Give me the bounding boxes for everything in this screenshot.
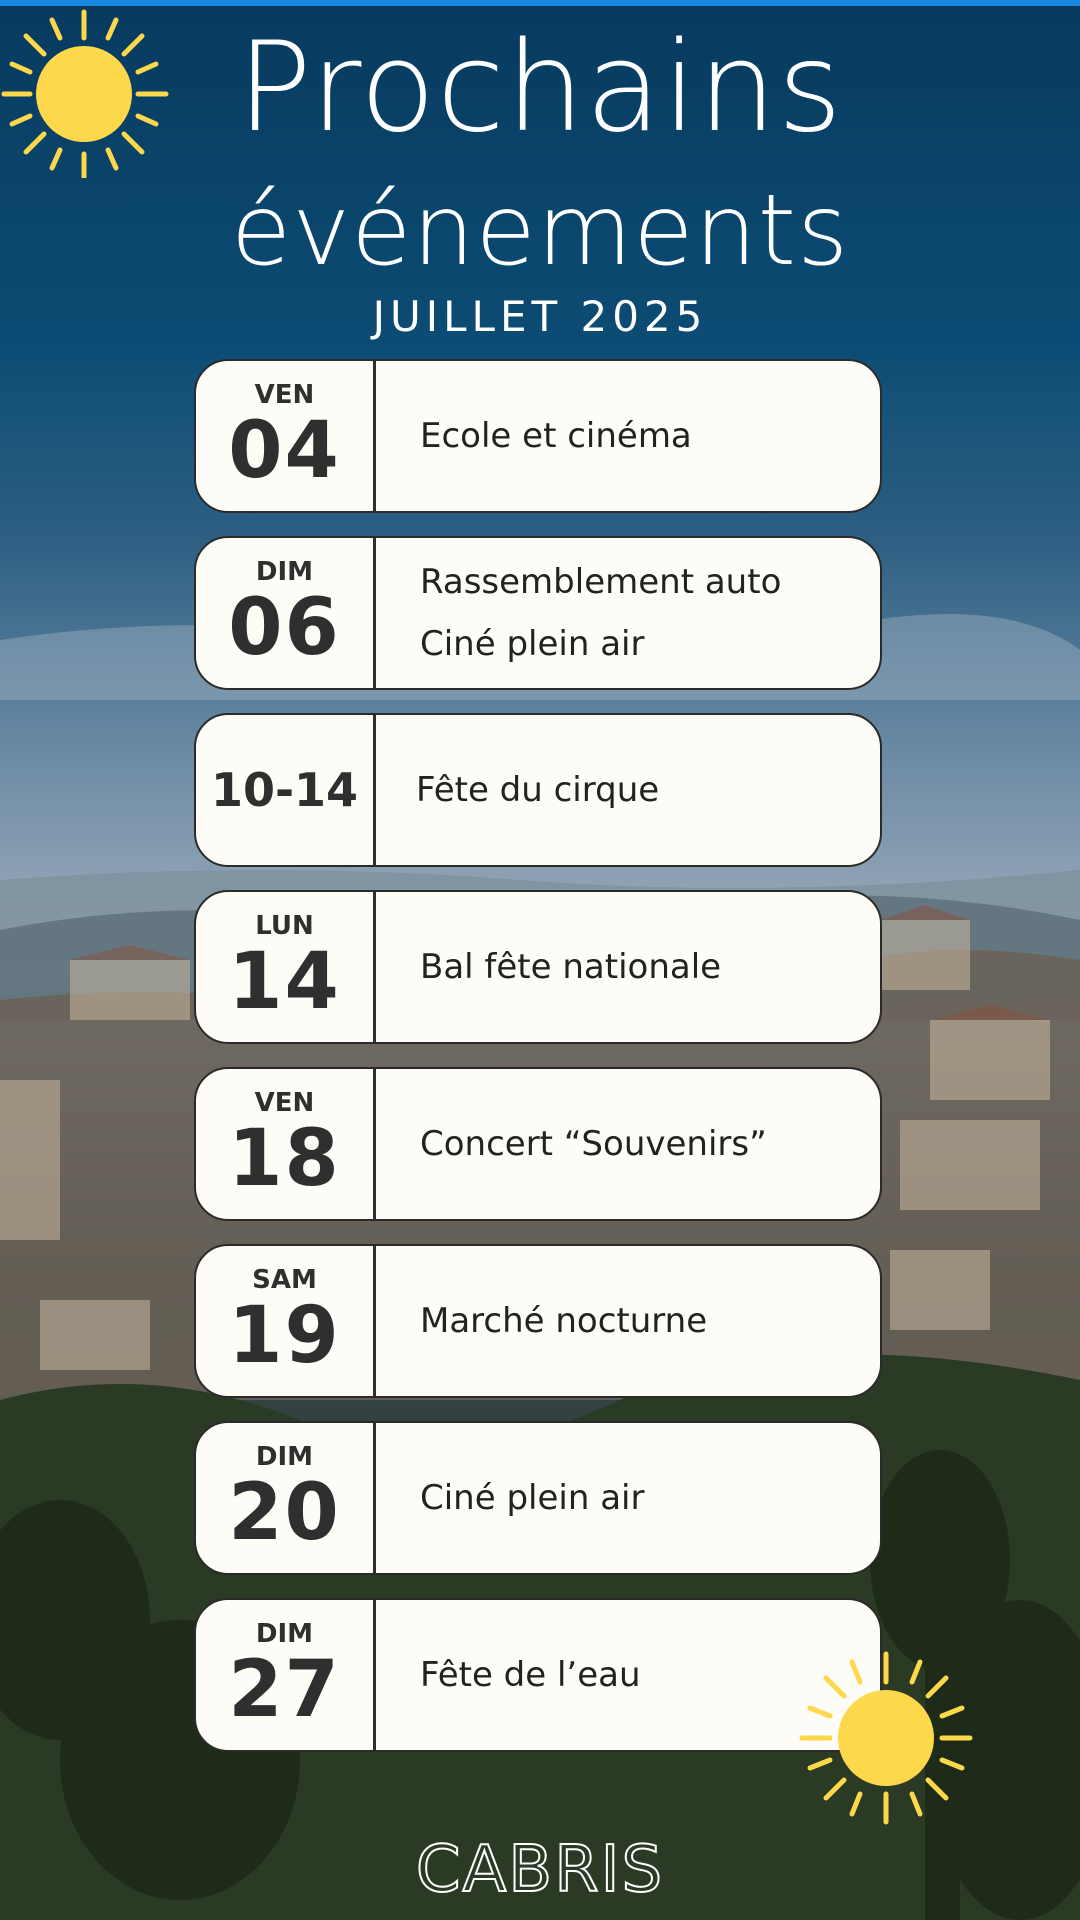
event-day: 06: [228, 583, 341, 673]
event-card[interactable]: [194, 713, 882, 867]
event-day-range: 10-14: [210, 763, 359, 817]
event-card[interactable]: [194, 1598, 882, 1752]
event-date: [196, 1600, 376, 1750]
top-accent-bar: [0, 0, 1080, 6]
page-title-line-1: Prochains: [236, 16, 844, 160]
events-list: [194, 359, 884, 1775]
event-weekday: DIM: [255, 1442, 314, 1472]
event-card[interactable]: [194, 1244, 882, 1398]
event-date: [196, 1246, 376, 1396]
event-card[interactable]: [194, 359, 882, 513]
event-title: Marché nocturne: [420, 1301, 708, 1341]
page-title-line-2: événements: [230, 174, 850, 288]
event-day: 27: [228, 1645, 341, 1735]
event-weekday: VEN: [254, 380, 315, 410]
brand-logo-text: CABRIS: [415, 1833, 665, 1907]
event-card[interactable]: [194, 1067, 882, 1221]
event-weekday: VEN: [254, 1088, 315, 1118]
event-day: 18: [228, 1114, 341, 1204]
event-day: 14: [228, 937, 341, 1027]
event-weekday: DIM: [255, 1619, 314, 1649]
event-details: [376, 1423, 880, 1573]
event-title: Concert “Souvenirs”: [420, 1124, 767, 1164]
event-weekday: SAM: [252, 1265, 317, 1295]
event-card[interactable]: [194, 1421, 882, 1575]
sun-icon: [798, 1650, 974, 1826]
event-date: [196, 361, 376, 511]
event-title: Bal fête nationale: [420, 947, 722, 987]
event-date: [196, 892, 376, 1042]
event-date: [196, 538, 376, 688]
event-weekday: DIM: [255, 557, 314, 587]
event-title: Fête de l’eau: [420, 1655, 641, 1695]
event-card[interactable]: [194, 536, 882, 690]
event-card[interactable]: [194, 890, 882, 1044]
event-title: Rassemblement auto: [420, 562, 782, 602]
event-weekday: LUN: [255, 911, 314, 941]
event-title: Ciné plein air: [420, 624, 645, 664]
event-title: Fête du cirque: [416, 770, 660, 810]
event-details: [376, 538, 880, 688]
event-date: [196, 1069, 376, 1219]
event-day: 20: [228, 1468, 341, 1558]
event-date: [196, 715, 376, 865]
event-day: 04: [228, 406, 341, 496]
event-details: [376, 361, 880, 511]
month-label: JUILLET 2025: [372, 292, 708, 341]
event-title: Ciné plein air: [420, 1478, 645, 1518]
event-details: [376, 1069, 880, 1219]
event-day: 19: [228, 1291, 341, 1381]
event-date: [196, 1423, 376, 1573]
event-details: [376, 715, 880, 865]
event-details: [376, 1246, 880, 1396]
event-title: Ecole et cinéma: [420, 416, 692, 456]
event-details: [376, 892, 880, 1042]
